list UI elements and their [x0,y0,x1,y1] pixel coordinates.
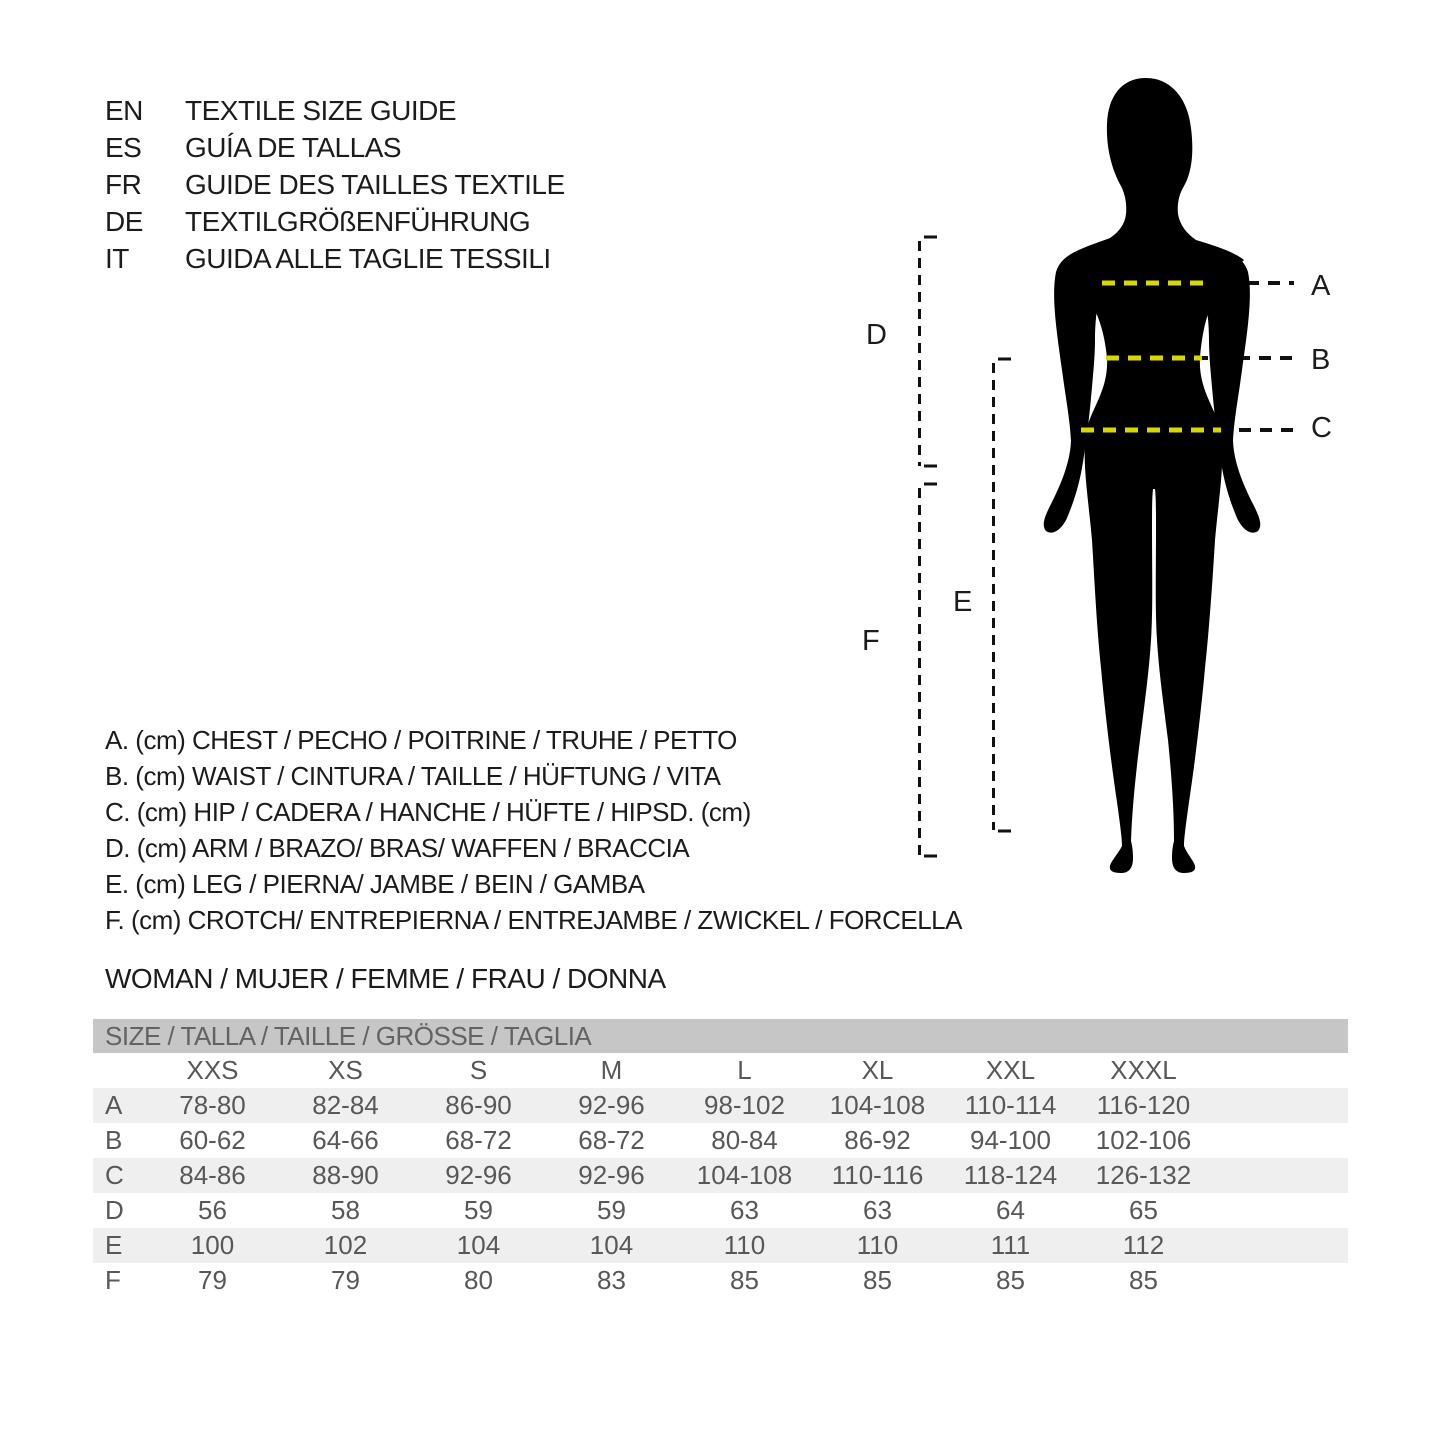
table-cell: 79 [331,1265,360,1295]
table-cell: 102-106 [1095,1125,1192,1155]
size-column-header: XXL [985,1055,1036,1085]
legend-line-crotch: F. (cm) CROTCH/ ENTREPIERNA / ENTREJAMBE / ZWICKEL / FORCELLA [105,905,962,935]
table-row [93,1193,1348,1228]
row-label: B [105,1125,123,1155]
row-label: C [105,1160,124,1190]
legend-line-waist: B. (cm) WAIST / CINTURA / TAILLE / HÜFTUNG / VITA [105,761,721,791]
size-column-header: L [737,1055,752,1085]
row-label: A [105,1090,123,1120]
table-cell: 86-92 [844,1125,911,1155]
table-cell: 92-96 [578,1160,645,1190]
table-cell: 112 [1122,1230,1165,1260]
language-title: TEXTILE SIZE GUIDE [185,95,457,126]
figure-label-waist: B [1311,344,1331,376]
figure-label-chest: A [1311,270,1331,302]
size-column-header: XXS [186,1055,239,1085]
table-cell: 78-80 [179,1090,246,1120]
table-cell: 94-100 [970,1125,1051,1155]
table-cell: 111 [990,1230,1031,1260]
language-row [105,166,565,203]
table-cell: 104 [456,1230,501,1260]
table-cell: 86-90 [445,1090,512,1120]
table-row [93,1228,1348,1263]
language-row [105,240,565,277]
language-row [105,92,565,129]
table-cell: 68-72 [578,1125,645,1155]
language-code: DE [105,206,143,237]
figure-label-crotch: F [862,625,880,657]
table-cell: 110-114 [964,1090,1057,1120]
table-cell: 80-84 [711,1125,778,1155]
size-column-header: XXXL [1110,1055,1177,1085]
table-cell: 85 [996,1265,1025,1295]
language-code: IT [105,243,129,274]
table-cell: 104 [589,1230,634,1260]
table-cell: 59 [597,1195,626,1225]
table-cell: 102 [323,1230,368,1260]
table-cell: 68-72 [445,1125,512,1155]
size-column-header: S [469,1055,488,1085]
table-cell: 85 [1129,1265,1158,1295]
table-row [93,1158,1348,1193]
table-cell: 92-96 [578,1090,645,1120]
row-label: F [105,1265,121,1295]
language-title-block [105,92,565,277]
woman-silhouette-body [1062,78,1244,873]
table-size-header-row [93,1053,1348,1088]
table-cell: 126-132 [1095,1160,1192,1190]
table-cell: 100 [190,1230,235,1260]
table-cell: 84-86 [179,1160,246,1190]
size-column-header: M [600,1055,623,1085]
table-cell: 118-124 [963,1160,1058,1190]
language-row [105,129,565,166]
table-cell: 63 [730,1195,759,1225]
table-cell: 79 [198,1265,227,1295]
language-code: FR [105,169,142,200]
table-cell: 80 [464,1265,493,1295]
language-title: GUIDE DES TAILLES TEXTILE [185,169,565,200]
row-label: D [105,1195,124,1225]
table-cell: 65 [1129,1195,1158,1225]
size-column-header: XS [328,1055,363,1085]
measurement-legend [105,722,962,938]
language-title: GUÍA DE TALLAS [185,132,402,163]
legend-line-hip: C. (cm) HIP / CADERA / HANCHE / HÜFTE / HIPSD. (cm) [105,797,751,827]
leg-dimension-line [994,359,1012,831]
table-cell: 64 [996,1195,1025,1225]
language-code: ES [105,132,142,163]
table-cell: 110 [723,1230,766,1260]
table-cell: 59 [464,1195,493,1225]
figure-label-leg: E [953,586,973,618]
arm-dimension-line [920,237,938,466]
legend-line-chest: A. (cm) CHEST / PECHO / POITRINE / TRUHE / PETTO [105,725,737,755]
table-cell: 92-96 [445,1160,512,1190]
row-label: E [105,1230,123,1260]
language-code: EN [105,95,143,126]
table-cell: 60-62 [179,1125,246,1155]
table-cell: 85 [863,1265,892,1295]
table-cell: 98-102 [704,1090,785,1120]
table-cell: 64-66 [312,1125,379,1155]
table-row [93,1123,1348,1158]
figure-label-arm: D [866,319,887,351]
table-row [93,1088,1348,1123]
table-cell: 104-108 [829,1090,926,1120]
language-title: TEXTILGRÖßENFÜHRUNG [185,206,531,237]
table-cell: 58 [331,1195,360,1225]
table-cell: 82-84 [312,1090,379,1120]
legend-line-arm: D. (cm) ARM / BRAZO/ BRAS/ WAFFEN / BRACCIA [105,833,690,863]
table-row [93,1263,1348,1298]
table-header-band: SIZE / TALLA / TAILLE / GRÖSSE / TAGLIA [93,1019,1348,1053]
table-cell: 56 [198,1195,227,1225]
table-cell: 83 [597,1265,626,1295]
size-table [93,1019,1348,1298]
table-cell: 110-116 [831,1160,924,1190]
table-cell: 85 [730,1265,759,1295]
table-cell: 63 [863,1195,892,1225]
language-row [105,203,565,240]
table-cell: 104-108 [696,1160,793,1190]
size-column-header: XL [861,1055,894,1085]
figure-label-hip: C [1311,412,1332,444]
table-cell: 88-90 [312,1160,379,1190]
gender-heading: WOMAN / MUJER / FEMME / FRAU / DONNA [105,963,666,994]
legend-line-leg: E. (cm) LEG / PIERNA/ JAMBE / BEIN / GAMBA [105,869,645,899]
table-cell: 116-120 [1096,1090,1191,1120]
table-cell: 110 [856,1230,899,1260]
language-title: GUIDA ALLE TAGLIE TESSILI [185,243,551,274]
